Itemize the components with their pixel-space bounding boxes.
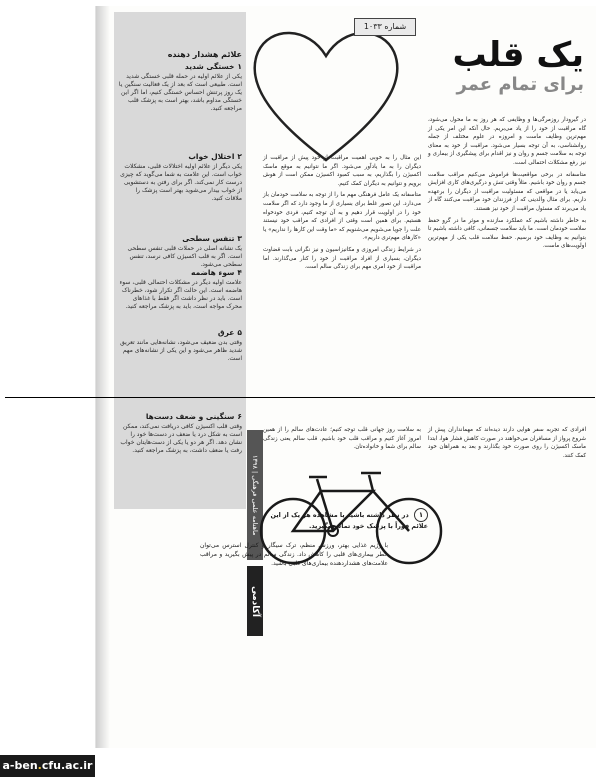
warning-sign-body: وقتی بدن ضعیف می‌شود، نشانه‌هایی مانند تعریق شدید ظاهر می‌شود و این یکی از نشانه‌های مهم است. <box>120 339 242 362</box>
warning-sign-item <box>118 62 242 113</box>
sidebar-heading-text: علائم هشدار دهنده <box>167 50 242 59</box>
warning-sign-item <box>118 152 242 203</box>
sidebar-heading <box>118 50 242 59</box>
issue-number-badge: 1۰۳۳ شماره <box>354 18 416 36</box>
warning-sign-number: ۴ <box>237 268 242 277</box>
warning-sign-title <box>118 328 242 337</box>
warning-sign-body: یکی دیگر از علائم اولیه اختلالات قلبی، مشکلات خواب است. این علامت به شما می‌گوید که چیزی درست کار نمی‌کند. اگر برای رفتن به دستشویی از خواب بیدار می‌شوید بهتر است پزشک را ملاقات کنید. <box>120 163 242 202</box>
heart-outline-icon <box>246 20 406 170</box>
warning-sign-item <box>118 268 242 311</box>
paragraph: به خاطر داشته باشیم که عملکرد سازنده و موثر ما در گرو حفظ سلامت خودمان است. ما باید سلامت جسمانی، کافی داشته باشیم تا بتوانیم به وظایف خود برسیم. حفظ سلامت قلب یکی از مهم‌ترین اولویت‌های ماست. <box>428 217 586 250</box>
warning-sign-item <box>118 328 242 363</box>
tip-text: در نظر داشته باشید یا مشاهده هر یک از این علائم فوراً با پزشک خود تماس بگیرید. <box>270 511 428 530</box>
tip-note-1 <box>258 508 428 531</box>
warning-sign-title <box>118 234 242 243</box>
title-line-1: یک قلب <box>452 35 584 75</box>
page-fold-shadow <box>96 6 110 748</box>
text-column-right <box>428 116 586 416</box>
warning-sign-body: وقتی قلب اکسیژن کافی دریافت نمی‌کند، ممکن است به شکل درد یا ضعف در دست‌ها خود را نشان دهد. اگر هر دو یا یکی از دست‌هایتان خواب رفت یا ضعف داشت، به پزشک مراجعه کنید. <box>120 423 242 454</box>
warning-sign-title <box>118 152 242 161</box>
text-column-middle <box>263 154 421 416</box>
warning-sign-title-text: خستگی شدید <box>184 62 235 71</box>
warning-sign-title <box>118 62 242 71</box>
warning-signs-sidebar <box>114 12 246 509</box>
warning-sign-title-text: عرق <box>217 328 235 337</box>
paragraph: در شرایط زندگی امروزی و مکانیزاسیون و نیز نگرانی بابت قضاوت دیگران، بسیاری از افراد مراقبت از خود را کنار می‌گذارند. اما مراقبت از خود امری مهم برای زندگی سالم است. <box>263 246 421 271</box>
warning-sign-body: علامت اولیه دیگر در مشکلات احتمالی قلبی، سوء هاضمه است. این حالت اگر تکرار شود، خطرناک است. باید در نظر داشت اگر فقط با غذاهای محرک مواجه است، باید به پزشک مراجعه کنید. <box>119 279 242 310</box>
paragraph: متاسفانه یک عامل فرهنگی مهم ما را از توجه به سلامت خودمان باز می‌دارد. این تصور غلط برای بسیاری از ما وجود دارد که اگر سلامت خود را در اولویت قرار دهیم و به آن توجه کنیم، فردی خودخواه هستیم. برای همین است وقتی از افرادی که مراقب خود نیستند علت را جویا می‌شویم می‌شنویم که «ما وقت این کارها را نداریم» یا «کارهای مهم‌تری داریم». <box>263 192 421 242</box>
logo-text-post: cfu.ac.ir <box>41 759 93 772</box>
warning-sign-number: ۵ <box>237 328 242 337</box>
warning-sign-item <box>118 234 242 269</box>
scan-cut-line <box>5 397 595 398</box>
warning-sign-title <box>118 268 242 277</box>
paragraph: این مثال را به خوبی اهمیت مراقبت از خود پیش از مراقبت از دیگران را به ما یادآور می‌شود. اگر ما نتوانیم به موقع ماسک اکسیژن را بگذاریم، به سبب کمبود اکسیژن ممکن است از هوش برویم و نتوانیم به دیگران کمک کنیم. <box>263 155 421 187</box>
tip-note-2: با رژیم غذایی بهتر، ورزش منظم، ترک سیگار و کنترل استرس می‌توان خطر بیماری‌های قلبی را کاهش داد. زندگی سالم در پیش بگیرید و مراقب علامت‌های هشداردهنده بیماری‌های قلبی باشید. <box>200 542 388 567</box>
article-title <box>384 36 584 96</box>
warning-sign-number: ۶ <box>237 412 242 421</box>
warning-sign-body: یک نشانه اصلی در حملات قلبی تنفس سطحی است. اگر به قلب اکسیژن کافی نرسد، تنفس سطحی می‌شود. <box>127 245 242 268</box>
title-line-2: برای تمام عمر <box>456 74 584 95</box>
text-column-right-lower <box>428 426 586 506</box>
page-info-text: ماهنامه علمی فرهنگی | ۱۳۹۸ <box>251 454 259 536</box>
logo-text-pre: a-ben <box>2 759 38 772</box>
magazine-name-label: آکادمی <box>247 566 263 636</box>
warning-sign-title-text: تنفس سطحی <box>182 234 235 243</box>
warning-sign-title-text: سنگینی و ضعف دست‌ها <box>145 412 235 421</box>
warning-sign-item <box>118 412 242 455</box>
warning-sign-title-text: سوء هاضمه <box>191 268 235 277</box>
warning-sign-number: ۳ <box>237 234 242 243</box>
paragraph: متاسفانه در برخی مواقعیت‌ها فراموش می‌کنیم مراقب سلامت جسم و روان خود باشیم. مثلاً وقتی تنش و درگیری‌های کاری افزایش می‌یابد یا در مواقعی که مسئولیت مراقبت از دیگران را برعهده داریم. برای مثال والدینی که از فرزندان خود مراقبت می‌کنند گاه از یاد می‌برند که مسئول مراقبت از خود نیز هستند. <box>428 171 586 212</box>
tip-number-badge: ۱ <box>414 508 428 522</box>
warning-sign-title <box>118 412 242 421</box>
warning-sign-title-text: اختلال خواب <box>188 152 235 161</box>
paragraph: افرادی که تجربه سفر هوایی دارند دیده‌اند که مهمانداران پیش از شروع پرواز از مسافران می‌خواهند در صورت کاهش فشار هوا، ابتدا ماسک اکسیژن را روی صورت خود بگذارند و بعد به همراهان خود کمک کنند. <box>428 427 586 459</box>
logo-dot: . <box>37 759 42 772</box>
paragraph: در گیرودار روزمرگی‌ها و وظایفی که هر روز به ما محول می‌شود، گاه مراقبت از خود را از یاد می‌بریم. حال آنکه این امر یکی از مهم‌ترین وظایف ماست و امروزه در علوم مختلف از جمله روانشناسی، به آن توجه بسیار می‌شود. مراقبت از خود به معنای توجه به سلامت جسم و روان و نیز اقدام برای پیشگیری از بیماری و نیز رفع مشکلات احتمالی است. <box>428 117 586 166</box>
paragraph: به سلامت روز جهانی قلب توجه کنیم؛ عادت‌های سالم را از همین امروز آغاز کنیم و مراقب قلب خود باشیم. قلب سالم یعنی زندگی سالم برای شما و خانواده‌تان. <box>263 427 421 451</box>
magazine-page <box>95 6 596 748</box>
warning-sign-number: ۲ <box>237 152 242 161</box>
warning-sign-number: ۱ <box>237 62 242 71</box>
warning-sign-body: یکی از علائم اولیه در حمله قلبی خستگی شدید است. طبیعی است که بعد از یک فعالیت سنگین یا یک روز پرتنش احساس خستگی کنیم، اما اگر این خستگی مداوم باشد، بهتر است به پزشک قلب مراجعه کنید. <box>118 73 242 112</box>
site-logo[interactable] <box>0 755 95 777</box>
